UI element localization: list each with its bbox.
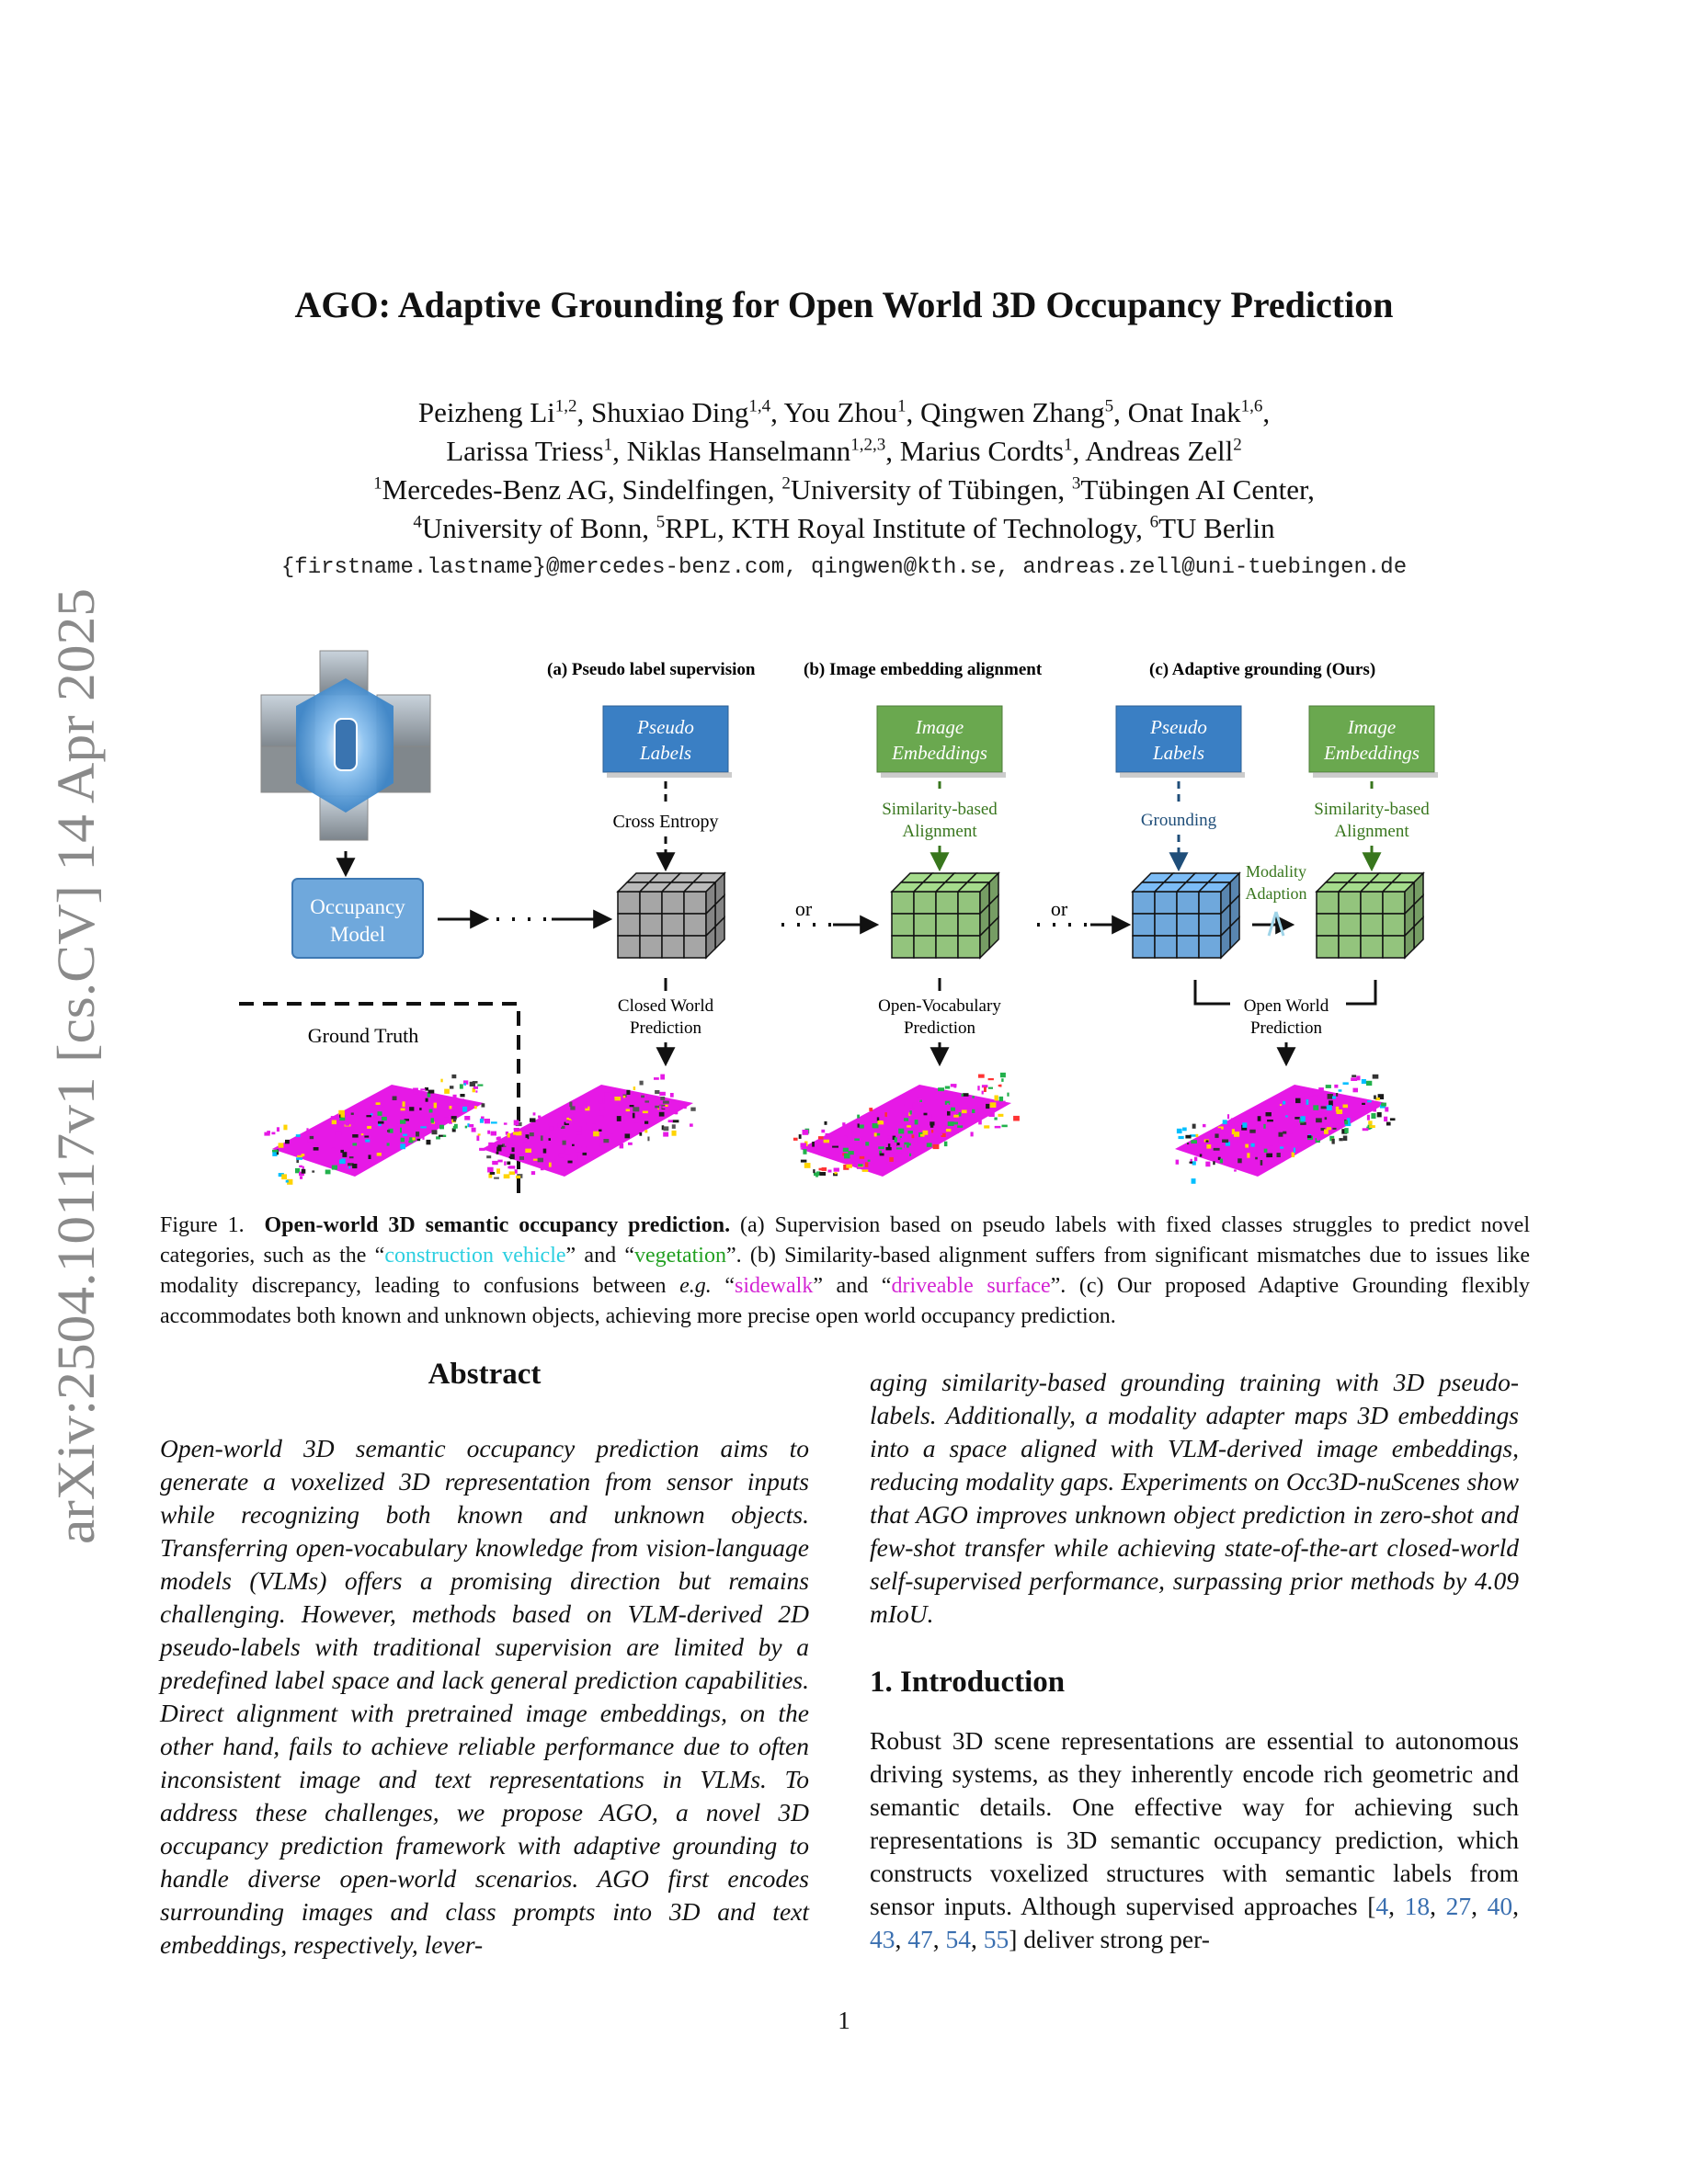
open-vocabulary-voxel-grid: [892, 873, 998, 958]
modality-adaption-label: Modality: [1246, 862, 1306, 881]
open-vocabulary-occupancy-render: [793, 1073, 1020, 1177]
svg-text:Prediction: Prediction: [1249, 1018, 1323, 1038]
svg-text:Pseudo: Pseudo: [1150, 716, 1207, 738]
author-emails: {firstname.lastname}@mercedes-benz.com, qingwen@kth.se, andreas.zell@uni-tuebingen.de: [280, 555, 1408, 580]
author-name: You Zhou: [783, 396, 897, 428]
keyword-construction-vehicle: construction vehicle: [384, 1244, 566, 1268]
cross-entropy-label: Cross Entropy: [612, 812, 719, 832]
svg-text:Prediction: Prediction: [903, 1018, 976, 1038]
keyword-driveable-surface: driveable surface: [891, 1274, 1051, 1298]
author-name: Niklas Hanselmann: [626, 435, 851, 467]
adapted-voxel-grid: [1317, 873, 1423, 958]
affiliation: TU Berlin: [1158, 512, 1275, 544]
abstract-text-left: Open-world 3D semantic occupancy prediction aims to generate a voxelized 3D representation from sensor inputs while recognizing both known and unknown objects. Transferring open-vocabulary knowledge from vision-language models (VLMs) offers a promising direction but remains challenging. However, methods based on VLM-derived 2D pseudo-labels with traditional supervision are limited by a predefined label space and lack general prediction capabilities. Direct alignment with pretrained image embeddings, on the other hand, fails to achieve reliable performance due to often inconsistent image and text representations in VLMs. To address these challenges, we propose AGO, a novel 3D occupancy prediction framework with adaptive grounding to handle diverse open-world scenarios. AGO first encodes surrounding images and class prompts into 3D and text embeddings, respectively, lever-: [160, 1434, 809, 1959]
citation-list: 4, 18, 27, 40, 43, 47, 54, 55: [870, 1892, 1520, 1953]
author-name: Shuxiao Ding: [591, 396, 749, 428]
caption-bold: Open-world 3D semantic occupancy prediction.: [264, 1213, 731, 1237]
citation-link[interactable]: 40: [1487, 1892, 1513, 1920]
panel-c-pseudo-labels-box: [1116, 706, 1245, 778]
open-vocabulary-label: Open-Vocabulary: [878, 996, 1001, 1016]
svg-text:Image: Image: [1347, 716, 1397, 738]
abstract-text-right: aging similarity-based grounding training with 3D pseudo-labels. Additionally, a modality adapter maps 3D embeddings into a space aligned with VLM-derived image embeddings, reducing modality gaps. Experiments on Occ3D-nuScenes show that AGO improves unknown object prediction in zero-shot and few-shot transfer while achieving state-of-the-art closed-world self-supervised performance, surpassing prior methods by 4.09 mIoU.: [870, 1368, 1519, 1628]
svg-text:Embeddings: Embeddings: [892, 742, 987, 764]
open-world-label: Open World: [1243, 996, 1329, 1016]
author-name: Onat Inak: [1127, 396, 1241, 428]
grounding-label: Grounding: [1140, 811, 1217, 830]
occupancy-model-box: [292, 879, 423, 958]
or-label-2: or: [1050, 897, 1068, 920]
panel-c-heading: (c) Adaptive grounding (Ours): [1149, 660, 1376, 679]
keyword-vegetation: vegetation: [634, 1244, 726, 1268]
svg-text:Alignment: Alignment: [902, 822, 977, 841]
affiliation: University of Tübingen,: [790, 473, 1072, 506]
panel-b-heading: (b) Image embedding alignment: [804, 660, 1043, 679]
affiliation: RPL, KTH Royal Institute of Technology,: [665, 512, 1150, 544]
citation-link[interactable]: 4: [1375, 1892, 1389, 1920]
authors-line-2: Larissa Triess$^1$, Niklas Hanselmann$^{1,2,3}$, Marius Cordts$^1$, Andreas Zell$^2$: [446, 435, 1242, 467]
introduction-text: Robust 3D scene representations are essential to autonomous driving systems, as they inherently encode rich geometric and semantic details. One effective way for achieving such representations is 3D semantic occupancy prediction, which constructs voxelized structures with semantic labels from sensor inputs. Although supervised approaches [4, 18, 27, 40, 43, 47, 54, 55] deliver strong per-: [870, 1726, 1520, 1953]
citation-link[interactable]: 43: [870, 1925, 895, 1953]
keyword-sidewalk: sidewalk: [735, 1274, 814, 1298]
arxiv-id: arXiv:2504.10117v1 [cs.CV] 14 Apr 2025: [46, 643, 106, 1544]
affiliation: Mercedes-Benz AG, Sindelfingen,: [382, 473, 782, 506]
similarity-alignment-label-c: Similarity-based: [1314, 800, 1430, 819]
affiliations-line-2: $^4$University of Bonn, $^5$RPL, KTH Royal Institute of Technology, $^6$TU Berlin: [413, 512, 1275, 544]
arxiv-stamp: [37, 570, 110, 1563]
closed-world-voxel-grid: [618, 873, 724, 958]
open-world-occupancy-render: [1175, 1075, 1396, 1184]
caption-label: Figure 1.: [160, 1213, 245, 1237]
affiliation: University of Bonn,: [421, 512, 656, 544]
citation-link[interactable]: 54: [945, 1925, 971, 1953]
svg-text:Image: Image: [915, 716, 964, 738]
svg-text:Adaption: Adaption: [1245, 884, 1307, 903]
author-name: Peizheng Li: [417, 396, 555, 428]
svg-text:Alignment: Alignment: [1334, 822, 1409, 841]
panel-b-image-embeddings-box: [877, 706, 1006, 778]
panel-c-image-embeddings-box: [1309, 706, 1438, 778]
citation-link[interactable]: 18: [1404, 1892, 1431, 1920]
svg-text:Labels: Labels: [1152, 742, 1205, 764]
citation-link[interactable]: 27: [1445, 1892, 1472, 1920]
svg-text:Labels: Labels: [639, 742, 692, 764]
affiliation: Tübingen AI Center,: [1080, 473, 1315, 506]
author-block: [0, 393, 1688, 548]
figure-1: [239, 643, 1499, 1195]
author-name: Marius Cordts: [899, 435, 1064, 467]
ground-truth-label: Ground Truth: [307, 1024, 419, 1047]
surround-view-images: [261, 651, 430, 840]
grounded-voxel-grid: [1133, 873, 1239, 958]
or-label-1: or: [794, 897, 813, 920]
introduction-heading: 1. Introduction: [870, 1666, 1066, 1699]
citation-link[interactable]: 55: [983, 1925, 1009, 1953]
citation-link[interactable]: 47: [907, 1925, 933, 1953]
panel-a-heading: (a) Pseudo label supervision: [547, 660, 756, 679]
author-name: Qingwen Zhang: [919, 396, 1105, 428]
closed-world-occupancy-render: [476, 1075, 695, 1179]
similarity-alignment-label-b: Similarity-based: [882, 800, 998, 819]
author-name: Larissa Triess: [446, 435, 604, 467]
affiliations-line-1: $^1$Mercedes-Benz AG, Sindelfingen, $^2$University of Tübingen, $^3$Tübingen AI Center,: [373, 473, 1315, 506]
panel-a-pseudo-labels-box: [603, 706, 732, 778]
svg-text:Model: Model: [329, 923, 386, 946]
page-number: 1: [838, 2007, 850, 2034]
abstract-heading: Abstract: [428, 1358, 542, 1391]
svg-text:Pseudo: Pseudo: [637, 716, 694, 738]
figure-1-caption: Figure 1. Open-world 3D semantic occupancy prediction. (a) Supervision based on pseudo labels with fixed classes struggles to predict novel categories, such as the “construction vehicle” and “vegetation”. (b) Similarity-based alignment suffers from significant mismatches due to issues like modality discrepancy, leading to confusions between e.g. “sidewalk” and “driveable surface”. (c) Our proposed Adaptive Grounding flexibly accommodates both known and unknown objects, achieving more precise open world occupancy prediction.: [160, 1213, 1531, 1328]
authors-line-1: Peizheng Li$^{1,2}$, Shuxiao Ding$^{1,4}$, You Zhou$^1$, Qingwen Zhang$^5$, Onat Inak$^{1,6}$,: [417, 396, 1271, 428]
closed-world-label: Closed World: [617, 996, 714, 1016]
author-name: Andreas Zell: [1085, 435, 1234, 467]
svg-text:Prediction: Prediction: [629, 1018, 702, 1038]
paper-title: AGO: Adaptive Grounding for Open World 3D Occupancy Prediction: [294, 284, 1394, 325]
ground-truth-occupancy-render: [264, 1075, 496, 1185]
svg-text:Embeddings: Embeddings: [1324, 742, 1420, 764]
svg-text:Occupancy: Occupancy: [310, 895, 405, 918]
